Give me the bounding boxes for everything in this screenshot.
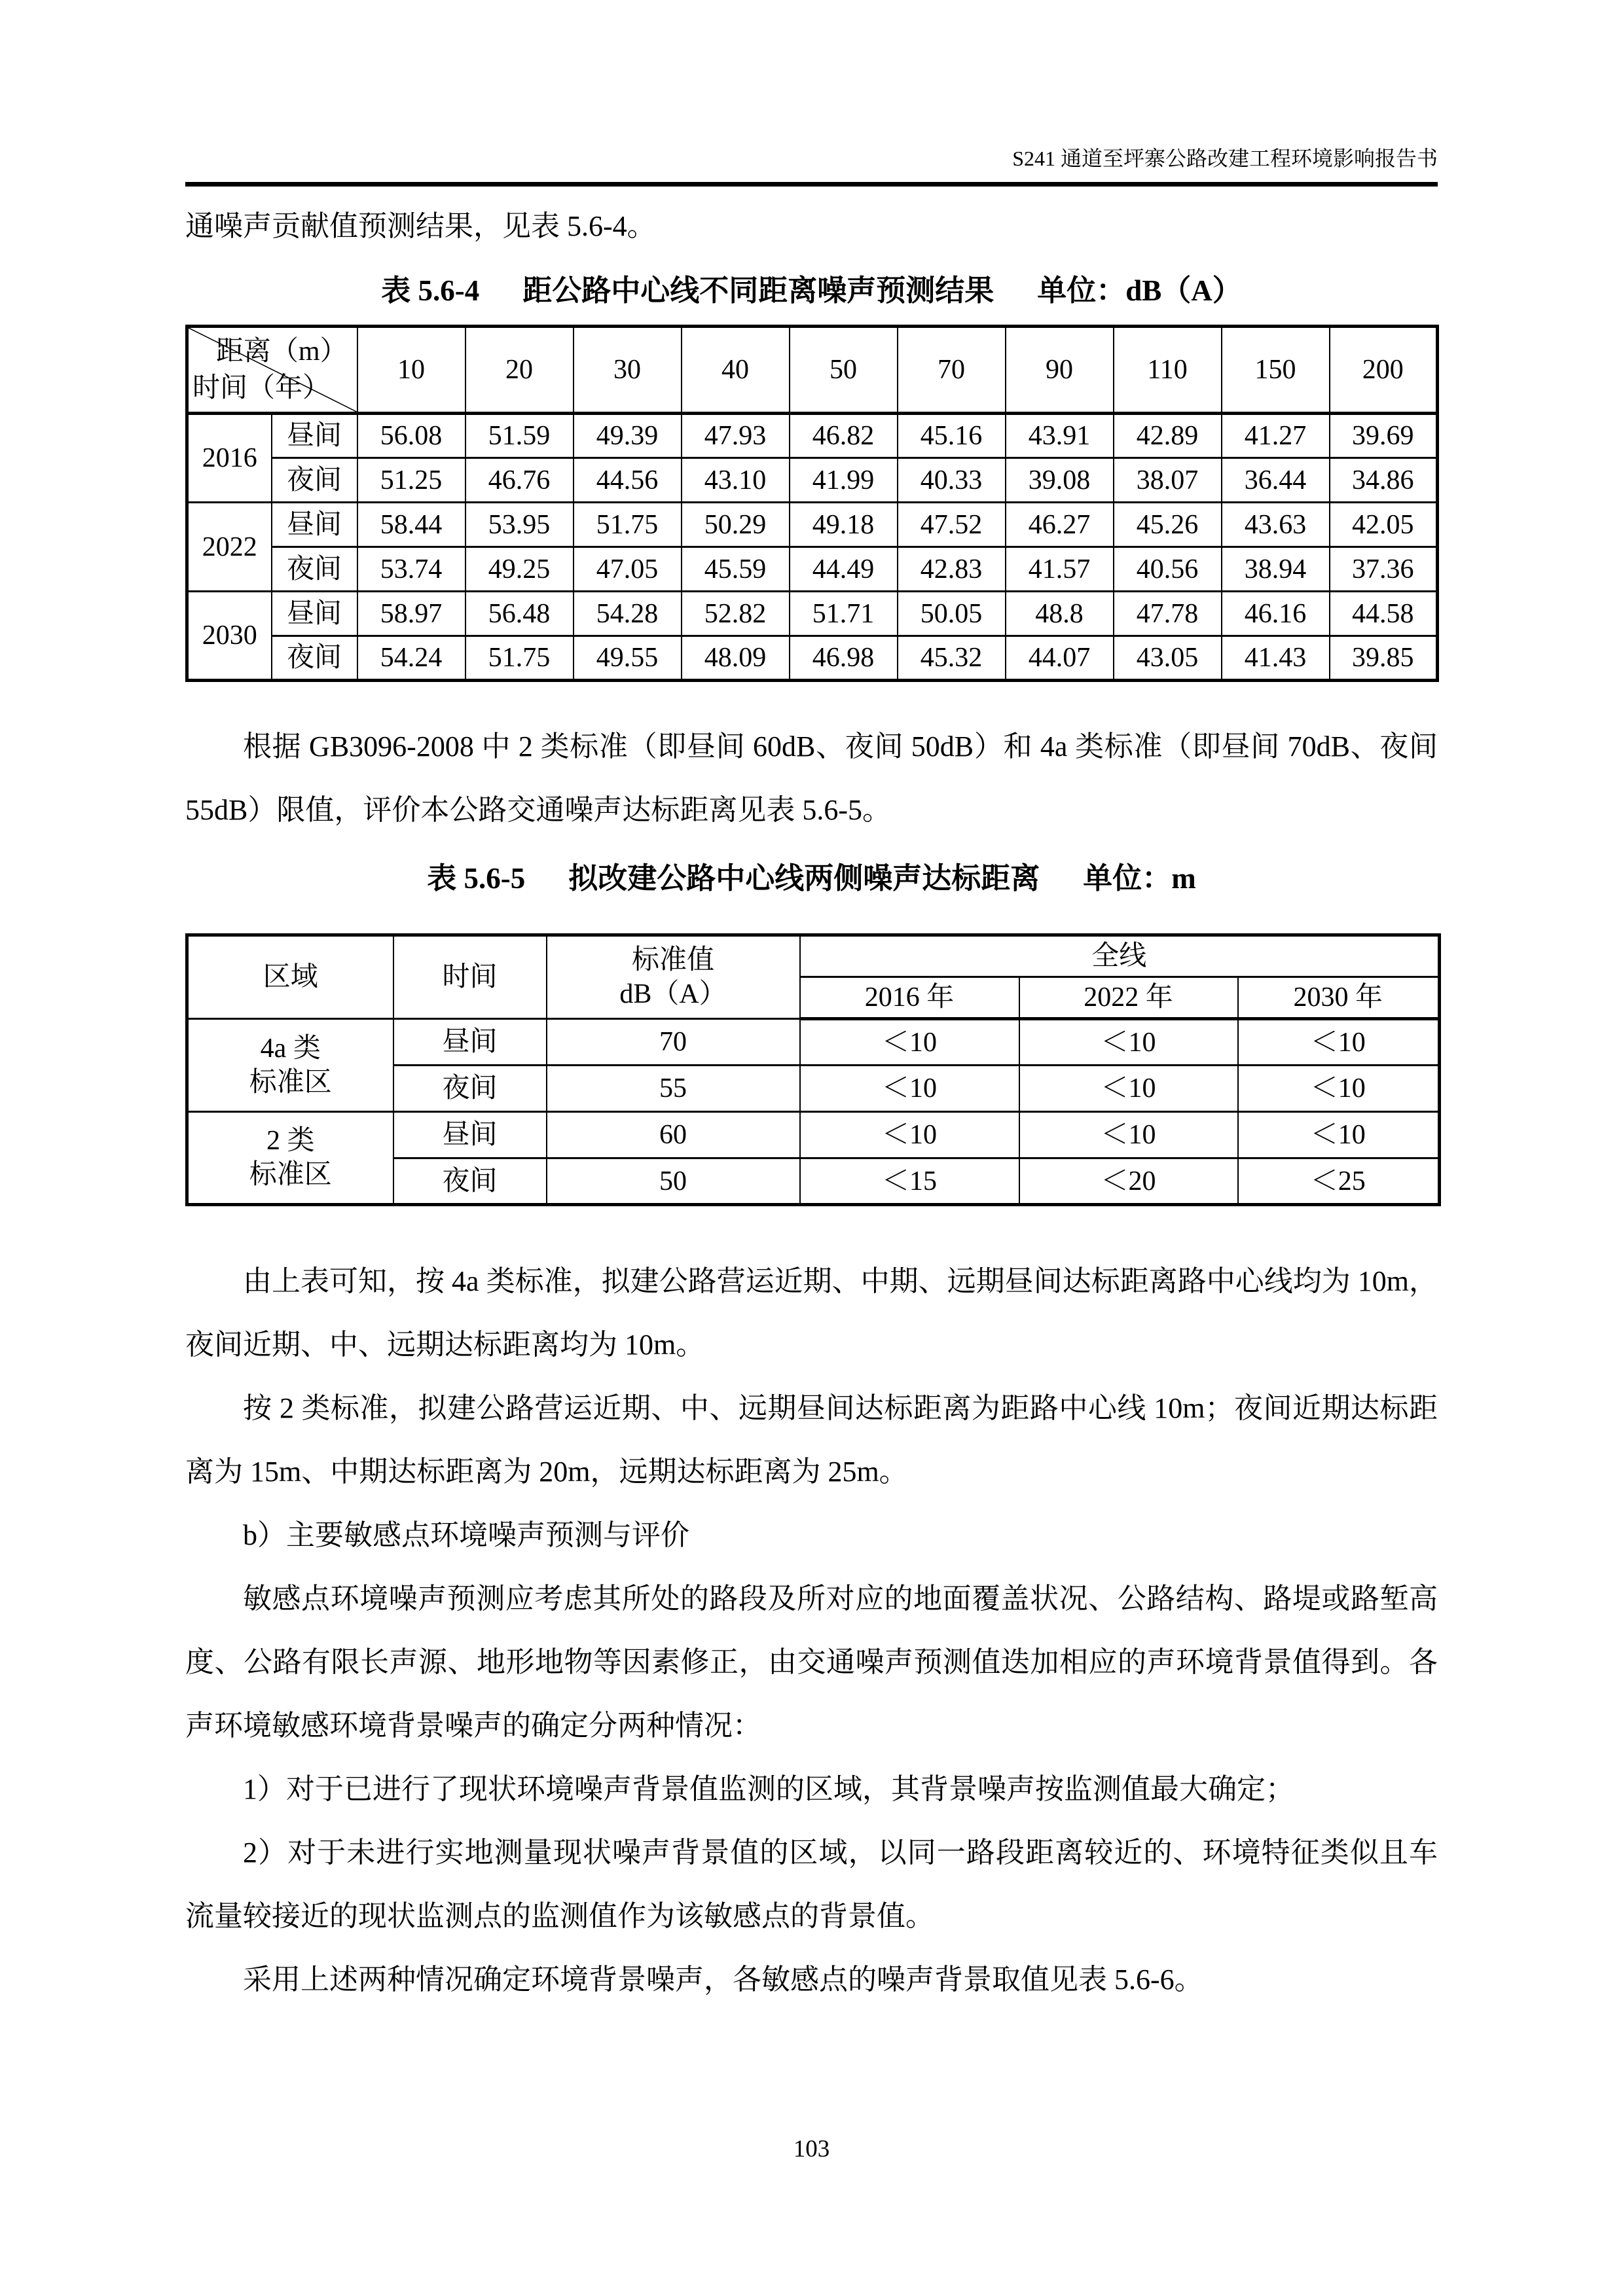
distance-header: 10 — [357, 327, 465, 414]
year-header: 2030 年 — [1238, 977, 1440, 1019]
paragraph-case-1: 1）对于已进行了现状环境噪声背景值监测的区域，其背景噪声按监测值最大确定； — [243, 1773, 1294, 1805]
distance-header: 200 — [1330, 327, 1438, 414]
table-cell: ＜20 — [1019, 1158, 1238, 1205]
table-cell: 40.56 — [1114, 547, 1222, 592]
page-number: 103 — [793, 2136, 830, 2162]
table-cell: 49.18 — [790, 503, 898, 547]
table-cell: 39.85 — [1330, 636, 1438, 681]
table-cell: ＜10 — [800, 1112, 1019, 1158]
table-cell: 45.59 — [682, 547, 790, 592]
table-cell: 45.26 — [1114, 503, 1222, 547]
table-cell: 41.99 — [790, 458, 898, 503]
area-cell-line1: 2 类 — [266, 1126, 315, 1156]
table-cell: ＜10 — [800, 1066, 1019, 1112]
table-cell: 36.44 — [1222, 458, 1330, 503]
area-header: 区域 — [187, 935, 393, 1019]
table-row — [187, 1112, 1440, 1158]
corner-label-distance: 距离（m） — [215, 336, 348, 367]
noise-prediction-table — [185, 325, 1439, 682]
distance-header: 50 — [790, 327, 898, 414]
table-cell: 44.07 — [1006, 636, 1114, 681]
year-header: 2016 年 — [800, 977, 1019, 1019]
table-cell: 47.52 — [898, 503, 1006, 547]
table-cell: 53.74 — [357, 547, 465, 592]
table-cell: 52.82 — [682, 592, 790, 636]
table-cell: 34.86 — [1330, 458, 1438, 503]
table-cell: 54.28 — [574, 592, 682, 636]
table-row — [187, 414, 1438, 458]
standard-header-line1: 标准值 — [631, 945, 714, 975]
table-cell: 42.83 — [898, 547, 1006, 592]
table-cell: ＜10 — [1238, 1019, 1440, 1066]
paragraph-gb-standard: 根据 GB3096-2008 中 2 类标准（即昼间 60dB、夜间 50dB）和 4a 类标准（即昼间 70dB、夜间 55dB）限值，评价本公路交通噪声达标距离见表 5.6-5。 — [185, 730, 1438, 826]
table-header-row — [187, 935, 1440, 977]
table-cell: 47.05 — [574, 547, 682, 592]
table-cell: 49.39 — [574, 414, 682, 458]
table-cell: 40.33 — [898, 458, 1006, 503]
table-cell: 44.56 — [574, 458, 682, 503]
paragraph-analysis-4a: 由上表可知，按 4a 类标准，拟建公路营运近期、中期、远期昼间达标距离路中心线均为 10m，夜间近期、中、远期达标距离均为 10m。 — [185, 1265, 1438, 1361]
period-cell: 昼间 — [272, 503, 357, 547]
period-cell: 昼间 — [393, 1112, 547, 1158]
table-cell: 51.25 — [357, 458, 465, 503]
table1-caption-title: 距公路中心线不同距离噪声预测结果 — [522, 274, 994, 307]
table-cell: ＜10 — [1019, 1019, 1238, 1066]
table-cell: 39.08 — [1006, 458, 1114, 503]
table2-caption — [185, 860, 1438, 897]
table-cell: 42.89 — [1114, 414, 1222, 458]
header-divider — [185, 182, 1438, 187]
distance-header: 20 — [465, 327, 574, 414]
paragraph-section-b: b）主要敏感点环境噪声预测与评价 — [243, 1519, 689, 1551]
table-cell: 48.8 — [1006, 592, 1114, 636]
table-cell: 51.71 — [790, 592, 898, 636]
table-cell: ＜25 — [1238, 1158, 1440, 1205]
table-row — [187, 458, 1438, 503]
table-cell: 43.10 — [682, 458, 790, 503]
table-cell: 43.91 — [1006, 414, 1114, 458]
table-cell: 44.58 — [1330, 592, 1438, 636]
table-row — [187, 547, 1438, 592]
year-cell: 2022 — [187, 503, 272, 592]
table-cell: 49.25 — [465, 547, 574, 592]
year-header: 2022 年 — [1019, 977, 1238, 1019]
area-cell-line1: 4a 类 — [260, 1033, 321, 1064]
period-cell: 夜间 — [393, 1158, 547, 1205]
table-cell: 46.76 — [465, 458, 574, 503]
paragraph-analysis-2: 按 2 类标准，拟建公路营运近期、中、远期昼间达标距离为距路中心线 10m；夜间近期达标距离为 15m、中期达标距离为 20m，远期达标距离为 25m。 — [185, 1392, 1438, 1488]
table-cell: 50.05 — [898, 592, 1006, 636]
standard-header — [547, 935, 800, 1019]
table-cell: ＜15 — [800, 1158, 1019, 1205]
paragraph-intro: 通噪声贡献值预测结果，见表 5.6-4。 — [185, 210, 656, 242]
table-cell: ＜10 — [1019, 1112, 1238, 1158]
table1-caption-label: 表 5.6-4 — [381, 274, 480, 307]
time-header: 时间 — [393, 935, 547, 1019]
table-cell: 41.27 — [1222, 414, 1330, 458]
table-cell: 41.43 — [1222, 636, 1330, 681]
table-cell: 51.75 — [574, 503, 682, 547]
period-cell: 夜间 — [272, 458, 357, 503]
body-paragraphs — [185, 1249, 1438, 2011]
standard-value-cell: 50 — [547, 1158, 800, 1205]
table-cell: 45.32 — [898, 636, 1006, 681]
table-cell: 58.44 — [357, 503, 465, 547]
table-row — [187, 636, 1438, 681]
table-cell: 53.95 — [465, 503, 574, 547]
paragraph-sensitive-intro: 敏感点环境噪声预测应考虑其所处的路段及所对应的地面覆盖状况、公路结构、路堤或路堑高度、公路有限长声源、地形地物等因素修正，由交通噪声预测值迭加相应的声环境背景值得到。各声环境敏感环境背景噪声的确定分两种情况： — [185, 1583, 1438, 1742]
distance-header: 150 — [1222, 327, 1330, 414]
area-cell-line2: 标准区 — [249, 1067, 332, 1098]
table-row — [187, 1019, 1440, 1066]
distance-header: 90 — [1006, 327, 1114, 414]
table-cell: 44.49 — [790, 547, 898, 592]
whole-line-header: 全线 — [800, 935, 1440, 977]
table-cell: 48.09 — [682, 636, 790, 681]
table-cell: 51.59 — [465, 414, 574, 458]
table-cell: 51.75 — [465, 636, 574, 681]
table-cell: ＜10 — [1238, 1066, 1440, 1112]
period-cell: 夜间 — [393, 1066, 547, 1112]
table-cell: 38.07 — [1114, 458, 1222, 503]
distance-header: 30 — [574, 327, 682, 414]
table-cell: 46.27 — [1006, 503, 1114, 547]
diagonal-header-cell — [187, 327, 357, 414]
table-cell: 46.16 — [1222, 592, 1330, 636]
area-cell — [187, 1112, 393, 1205]
table-cell: ＜10 — [1019, 1066, 1238, 1112]
standard-header-line2: dB（A） — [619, 979, 727, 1009]
attainment-distance-table — [185, 933, 1441, 1206]
table2-caption-label: 表 5.6-5 — [427, 862, 526, 895]
year-cell: 2016 — [187, 414, 272, 503]
period-cell: 昼间 — [272, 592, 357, 636]
table-cell: 42.05 — [1330, 503, 1438, 547]
area-cell — [187, 1019, 393, 1112]
document-header-title: S241 通道至坪寨公路改建工程环境影响报告书 — [1012, 147, 1438, 170]
standard-value-cell: 55 — [547, 1066, 800, 1112]
period-cell: 夜间 — [272, 636, 357, 681]
table2-caption-unit: 单位：m — [1083, 862, 1196, 895]
paragraph-case-2: 2）对于未进行实地测量现状噪声背景值的区域，以同一路段距离较近的、环境特征类似且车流量较接近的现状监测点的监测值作为该敏感点的背景值。 — [185, 1837, 1438, 1932]
distance-header: 110 — [1114, 327, 1222, 414]
table-cell: 46.82 — [790, 414, 898, 458]
period-cell: 昼间 — [272, 414, 357, 458]
table-row — [187, 503, 1438, 547]
area-cell-line2: 标准区 — [249, 1160, 332, 1190]
period-cell: 昼间 — [393, 1019, 547, 1066]
table-cell: 54.24 — [357, 636, 465, 681]
table-cell: 43.63 — [1222, 503, 1330, 547]
table-cell: 47.93 — [682, 414, 790, 458]
table-cell: 50.29 — [682, 503, 790, 547]
table-cell: 39.69 — [1330, 414, 1438, 458]
table-cell: 38.94 — [1222, 547, 1330, 592]
table-cell: 43.05 — [1114, 636, 1222, 681]
corner-label-time: 时间（年） — [192, 373, 331, 403]
distance-header: 70 — [898, 327, 1006, 414]
year-cell: 2030 — [187, 592, 272, 681]
table-cell: ＜10 — [800, 1019, 1019, 1066]
distance-header: 40 — [682, 327, 790, 414]
period-cell: 夜间 — [272, 547, 357, 592]
standard-value-cell: 70 — [547, 1019, 800, 1066]
table-header-row — [187, 327, 1438, 414]
paragraph-closing: 采用上述两种情况确定环境背景噪声，各敏感点的噪声背景取值见表 5.6-6。 — [243, 1964, 1203, 1996]
table-cell: ＜10 — [1238, 1112, 1440, 1158]
table-cell: 37.36 — [1330, 547, 1438, 592]
table-cell: 56.08 — [357, 414, 465, 458]
table-cell: 58.97 — [357, 592, 465, 636]
table1-caption-unit: 单位：dB（A） — [1037, 274, 1242, 307]
table2-caption-title: 拟改建公路中心线两侧噪声达标距离 — [568, 862, 1040, 895]
table-cell: 47.78 — [1114, 592, 1222, 636]
table-cell: 49.55 — [574, 636, 682, 681]
table-cell: 41.57 — [1006, 547, 1114, 592]
table1-caption — [185, 272, 1438, 309]
table-cell: 56.48 — [465, 592, 574, 636]
table-cell: 45.16 — [898, 414, 1006, 458]
standard-value-cell: 60 — [547, 1112, 800, 1158]
table-row — [187, 592, 1438, 636]
table-cell: 46.98 — [790, 636, 898, 681]
